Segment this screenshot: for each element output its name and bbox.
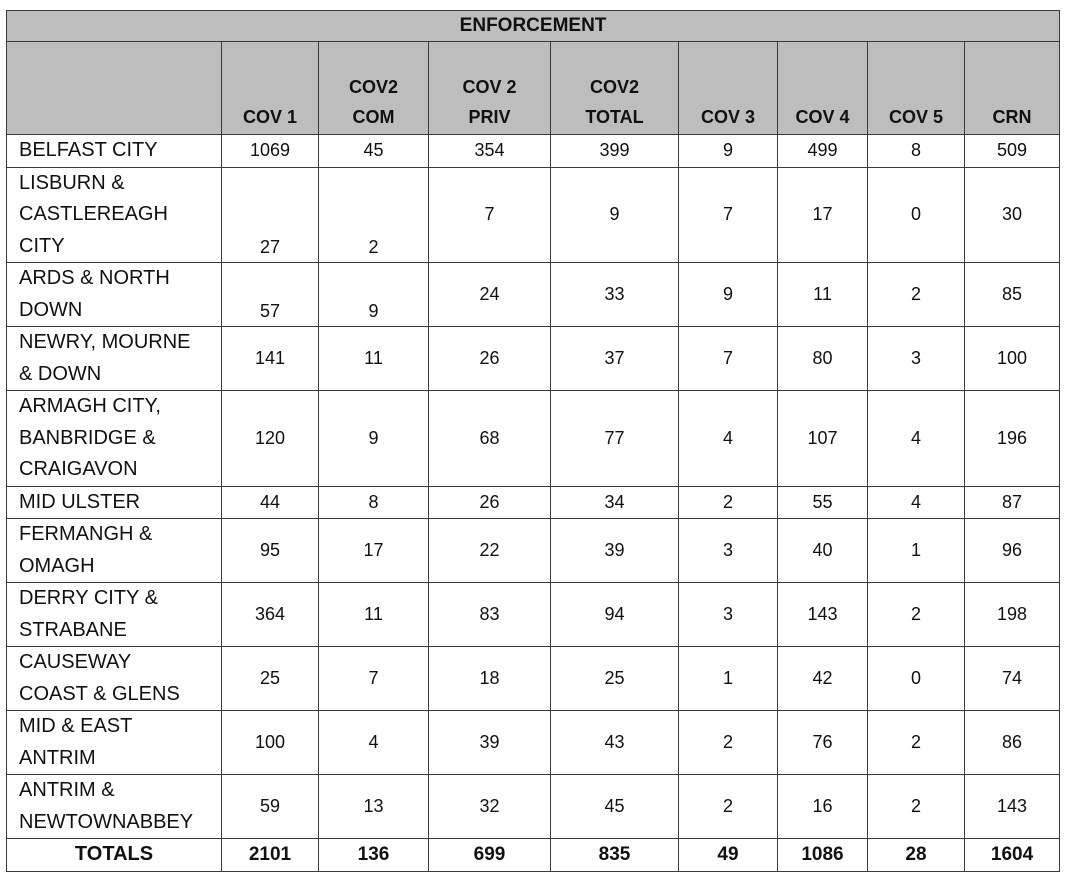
region-name-label: CASTLEREAGH xyxy=(19,203,168,225)
region-name-cell xyxy=(7,263,222,327)
region-name-label: LISBURN & xyxy=(19,171,125,194)
value-cell: 96 xyxy=(965,519,1060,583)
value-cell: 57 xyxy=(222,263,319,327)
table-row xyxy=(7,263,1060,327)
table-row xyxy=(7,647,1060,711)
table-row xyxy=(7,167,1060,263)
value-cell: 39 xyxy=(551,519,679,583)
region-header-cell xyxy=(7,42,222,135)
value-cell: 24 xyxy=(429,263,551,327)
enforcement-table-container xyxy=(6,10,1059,872)
value-cell: 196 xyxy=(965,391,1060,487)
value-cell: 11 xyxy=(778,263,868,327)
value-cell: 13 xyxy=(319,775,429,839)
value-cell: 94 xyxy=(551,583,679,647)
value-cell: 8 xyxy=(868,135,965,168)
value-cell: 9 xyxy=(319,263,429,327)
totals-value-cell: 699 xyxy=(429,839,551,872)
value-cell: 198 xyxy=(965,583,1060,647)
region-name-label: DOWN xyxy=(19,298,83,321)
value-cell: 9 xyxy=(679,263,778,327)
totals-value-cell: 49 xyxy=(679,839,778,872)
value-cell: 2 xyxy=(679,486,778,519)
region-name-label: CRAIGAVON xyxy=(19,458,138,480)
value-cell: 1069 xyxy=(222,135,319,168)
table-title: ENFORCEMENT xyxy=(7,11,1060,42)
region-name-cell xyxy=(7,583,222,647)
region-name-cell xyxy=(7,519,222,583)
value-cell: 30 xyxy=(965,167,1060,263)
value-cell: 364 xyxy=(222,583,319,647)
value-cell: 77 xyxy=(551,391,679,487)
column-header xyxy=(965,42,1060,135)
region-name-label: ARMAGH CITY, xyxy=(19,395,161,417)
value-cell: 9 xyxy=(319,391,429,487)
table-row xyxy=(7,391,1060,487)
value-cell: 3 xyxy=(679,583,778,647)
column-header xyxy=(868,42,965,135)
column-header-label: TOTAL xyxy=(585,107,644,127)
totals-value-cell: 2101 xyxy=(222,839,319,872)
value-cell: 7 xyxy=(319,647,429,711)
totals-value-cell: 1086 xyxy=(778,839,868,872)
value-cell: 143 xyxy=(965,775,1060,839)
value-cell: 32 xyxy=(429,775,551,839)
value-cell: 4 xyxy=(868,391,965,487)
region-name-label: CITY xyxy=(19,234,65,257)
totals-value-cell: 1604 xyxy=(965,839,1060,872)
column-header-label: PRIV xyxy=(468,107,511,127)
value-cell: 3 xyxy=(679,519,778,583)
value-cell: 27 xyxy=(222,167,319,263)
region-name-label: OMAGH xyxy=(19,554,95,577)
region-name-label: COAST & GLENS xyxy=(19,682,180,705)
region-name-label: BANBRIDGE & xyxy=(19,426,156,449)
table-row xyxy=(7,486,1060,519)
column-header-label: COV 4 xyxy=(795,107,850,127)
region-name-cell xyxy=(7,391,222,487)
value-cell: 59 xyxy=(222,775,319,839)
table-row xyxy=(7,519,1060,583)
region-name-cell xyxy=(7,711,222,775)
column-header xyxy=(222,42,319,135)
value-cell: 25 xyxy=(222,647,319,711)
table-row xyxy=(7,327,1060,391)
region-name-cell xyxy=(7,135,222,168)
value-cell: 80 xyxy=(778,327,868,391)
value-cell: 40 xyxy=(778,519,868,583)
value-cell: 509 xyxy=(965,135,1060,168)
value-cell: 2 xyxy=(679,775,778,839)
value-cell: 4 xyxy=(679,391,778,487)
totals-value-cell: 136 xyxy=(319,839,429,872)
region-name-label: CAUSEWAY xyxy=(19,651,132,673)
region-name-label: MID & EAST xyxy=(19,715,133,737)
value-cell: 0 xyxy=(868,647,965,711)
value-cell: 37 xyxy=(551,327,679,391)
value-cell: 33 xyxy=(551,263,679,327)
header-row xyxy=(7,42,1060,135)
region-name-cell xyxy=(7,327,222,391)
totals-value-cell: 28 xyxy=(868,839,965,872)
region-name-cell xyxy=(7,486,222,519)
value-cell: 3 xyxy=(868,327,965,391)
value-cell: 11 xyxy=(319,327,429,391)
region-name-label: FERMANGH & xyxy=(19,523,153,545)
column-header xyxy=(778,42,868,135)
column-header-label: COV 1 xyxy=(242,107,298,127)
value-cell: 76 xyxy=(778,711,868,775)
region-name-label: ANTRIM & xyxy=(19,779,115,801)
value-cell: 1 xyxy=(868,519,965,583)
region-name-label: STRABANE xyxy=(19,618,127,641)
title-row xyxy=(7,11,1060,42)
value-cell: 2 xyxy=(868,775,965,839)
table-row xyxy=(7,711,1060,775)
value-cell: 86 xyxy=(965,711,1060,775)
value-cell: 1 xyxy=(679,647,778,711)
column-header-label: COV 3 xyxy=(700,107,756,127)
value-cell: 45 xyxy=(319,135,429,168)
column-header-label: COV 2 xyxy=(462,77,517,97)
value-cell: 34 xyxy=(551,486,679,519)
value-cell: 100 xyxy=(965,327,1060,391)
column-header xyxy=(429,42,551,135)
value-cell: 120 xyxy=(222,391,319,487)
value-cell: 2 xyxy=(679,711,778,775)
value-cell: 26 xyxy=(429,486,551,519)
value-cell: 42 xyxy=(778,647,868,711)
value-cell: 45 xyxy=(551,775,679,839)
value-cell: 354 xyxy=(429,135,551,168)
value-cell: 100 xyxy=(222,711,319,775)
region-name-cell xyxy=(7,775,222,839)
value-cell: 9 xyxy=(551,167,679,263)
value-cell: 143 xyxy=(778,583,868,647)
value-cell: 11 xyxy=(319,583,429,647)
value-cell: 25 xyxy=(551,647,679,711)
value-cell: 44 xyxy=(222,486,319,519)
column-header-label: COM xyxy=(352,107,395,127)
value-cell: 4 xyxy=(868,486,965,519)
value-cell: 4 xyxy=(319,711,429,775)
value-cell: 39 xyxy=(429,711,551,775)
enforcement-table xyxy=(6,10,1060,872)
region-name-cell xyxy=(7,167,222,263)
value-cell: 87 xyxy=(965,486,1060,519)
column-header-label: COV2 xyxy=(589,77,640,97)
totals-value-cell: 835 xyxy=(551,839,679,872)
table-row xyxy=(7,135,1060,168)
region-name-label: MID ULSTER xyxy=(19,490,141,513)
value-cell: 16 xyxy=(778,775,868,839)
region-name-cell xyxy=(7,647,222,711)
value-cell: 18 xyxy=(429,647,551,711)
column-header xyxy=(319,42,429,135)
value-cell: 22 xyxy=(429,519,551,583)
column-header xyxy=(679,42,778,135)
value-cell: 83 xyxy=(429,583,551,647)
region-name-label: ARDS & NORTH xyxy=(19,267,170,289)
value-cell: 2 xyxy=(319,167,429,263)
value-cell: 499 xyxy=(778,135,868,168)
totals-label: TOTALS xyxy=(7,839,222,872)
value-cell: 8 xyxy=(319,486,429,519)
value-cell: 7 xyxy=(679,327,778,391)
table-row xyxy=(7,775,1060,839)
value-cell: 26 xyxy=(429,327,551,391)
region-name-label: ANTRIM xyxy=(19,746,96,769)
region-name-label: NEWTOWNABBEY xyxy=(19,810,194,833)
value-cell: 17 xyxy=(319,519,429,583)
value-cell: 55 xyxy=(778,486,868,519)
value-cell: 43 xyxy=(551,711,679,775)
value-cell: 2 xyxy=(868,263,965,327)
column-header-label: COV 5 xyxy=(888,107,944,127)
table-body xyxy=(7,135,1060,872)
region-name-label: BELFAST CITY xyxy=(19,139,158,161)
value-cell: 107 xyxy=(778,391,868,487)
column-header-label: CRN xyxy=(992,107,1032,127)
column-header xyxy=(551,42,679,135)
value-cell: 9 xyxy=(679,135,778,168)
value-cell: 2 xyxy=(868,711,965,775)
value-cell: 95 xyxy=(222,519,319,583)
table-row xyxy=(7,583,1060,647)
value-cell: 74 xyxy=(965,647,1060,711)
region-name-label: & DOWN xyxy=(19,362,102,385)
region-name-label: NEWRY, MOURNE xyxy=(19,331,191,353)
value-cell: 399 xyxy=(551,135,679,168)
region-name-label: DERRY CITY & xyxy=(19,587,158,609)
value-cell: 7 xyxy=(679,167,778,263)
value-cell: 7 xyxy=(429,167,551,263)
value-cell: 2 xyxy=(868,583,965,647)
value-cell: 0 xyxy=(868,167,965,263)
totals-row xyxy=(7,839,1060,872)
column-header-label: COV2 xyxy=(348,77,399,97)
value-cell: 17 xyxy=(778,167,868,263)
value-cell: 68 xyxy=(429,391,551,487)
value-cell: 85 xyxy=(965,263,1060,327)
value-cell: 141 xyxy=(222,327,319,391)
